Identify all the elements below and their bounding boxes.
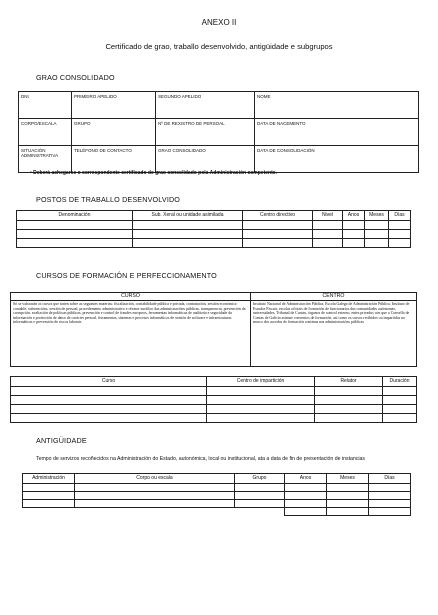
cursos-detail-table <box>10 376 417 423</box>
grao-cell-first-surname[interactable]: PRIMEIRO APELIDO <box>72 92 156 119</box>
col-anos: Anos <box>343 211 365 221</box>
totals-row <box>23 508 411 516</box>
col-dias: Días <box>389 211 411 221</box>
grao-heading: GRAO CONSOLIDADO <box>36 73 115 82</box>
grao-row <box>19 119 419 146</box>
grao-cell-registry[interactable]: Nº DE REXISTRO DE PERSOAL <box>156 119 255 146</box>
col-meses: Meses <box>365 211 389 221</box>
col-ant-anos: Anos <box>285 474 327 484</box>
grao-cell-consolidation-date[interactable]: DATA DE CONSOLIDACIÓN <box>255 146 419 173</box>
table-row <box>23 500 411 508</box>
col-centro-directivo: Centro directivo <box>243 211 313 221</box>
table-row <box>11 414 417 423</box>
grao-cell-name[interactable]: NOME <box>255 92 419 119</box>
table-row <box>23 484 411 492</box>
postos-heading: POSTOS DE TRABALLO DESENVOLVIDO <box>36 195 181 204</box>
table-row <box>11 396 417 405</box>
postos-table <box>16 210 411 248</box>
centro-text: Instituto Nacional de Administración Pública, Escola Galega de Administración Pública, Instituto de Estudos Fiscais, escolas oficiais de formación de funcionarios das comunidades autónomas, universidades, Tribunal de Contas, órganos de control externo, entes privados con que o Consello de Contas de Galicia asinase convenios de formación, así como os cursos recibidos ou impartidos no marco dos acordos de formación continua nas administracións públicas <box>251 301 417 367</box>
cursos-heading: CURSOS DE FORMACIÓN E PERFECCIONAMENTO <box>36 271 217 280</box>
grao-note: • Deberá achegarse o correspondente certificado de grao consolidado pola Administración competente. <box>30 170 277 176</box>
grao-cell-situation[interactable]: SITUACIÓN ADMINISTRATIVA <box>19 146 72 173</box>
cursos-header-row <box>11 293 417 301</box>
postos-header-row <box>17 211 411 221</box>
cursos-content-row <box>11 301 417 367</box>
grao-cell-group[interactable]: GRUPO <box>72 119 156 146</box>
col-duracion: Duración <box>383 377 417 387</box>
cursos-table <box>10 292 417 367</box>
table-row <box>23 492 411 500</box>
grao-cell-phone[interactable]: TELÉFONO DE CONTACTO <box>72 146 156 173</box>
col-curso: CURSO <box>11 293 251 301</box>
cursos-detail-header-row <box>11 377 417 387</box>
grao-cell-second-surname[interactable]: SEGUNDO APELIDO <box>156 92 255 119</box>
antiguidade-header-row <box>23 474 411 484</box>
grao-cell-grade[interactable]: GRAO CONSOLIDADO <box>156 146 255 173</box>
grao-cell-birthdate[interactable]: DATA DE NACEMENTO <box>255 119 419 146</box>
col-curso-name: Curso <box>11 377 207 387</box>
grao-row <box>19 146 419 173</box>
antiguidade-table <box>22 473 411 516</box>
col-subxeral: Sub. Xeral ou unidade asimilada <box>133 211 243 221</box>
table-row <box>11 405 417 414</box>
grao-cell-dni[interactable]: DNI <box>19 92 72 119</box>
col-ant-dias: Días <box>369 474 411 484</box>
col-corpo-escala: Corpo ou escala <box>75 474 235 484</box>
curso-text: Só se valorarán os cursos que traten sobre as seguintes materias: fiscalización, contabilidade pública e privada, contratación, xestión económica contable, subvencións, xestión de persoal, procedemento administrativo e réxime xurídico das administracións públicas, transparencia, prevención da corrupción, avaliación de políticas públicas, prevención e control de fraudes europeos, ferramentas informáticas de auditoría e seguridade da información e protección de datos de carácter persoal, ferramentas, sistemas e procesos informáticos de xestión de software e infraestruturas informáticas e prevención de riscos laborais <box>11 301 251 367</box>
col-denominacion: Denominación <box>17 211 133 221</box>
col-grupo: Grupo <box>235 474 285 484</box>
table-row <box>11 387 417 396</box>
grao-row <box>19 92 419 119</box>
grao-cell-corps[interactable]: CORPO/ESCALA <box>19 119 72 146</box>
col-centro: CENTRO <box>251 293 417 301</box>
antiguidade-text: Tempo de servizos recoñecidos na Administración do Estado, autonómica, local ou institucional, ata a data de fin de presentación de instancias <box>36 456 366 462</box>
table-row <box>17 239 411 248</box>
col-centro-imparticion: Centro de impartición <box>207 377 315 387</box>
table-row <box>17 230 411 239</box>
col-ant-meses: Meses <box>327 474 369 484</box>
col-administracion: Administración <box>23 474 75 484</box>
table-row <box>17 221 411 230</box>
antiguidade-heading: ANTIGÜIDADE <box>36 436 87 445</box>
annex-label: ANEXO II <box>201 18 237 27</box>
col-relator: Relator <box>315 377 383 387</box>
grao-table <box>18 91 419 173</box>
document-title: Certificado de grao, traballo desenvolvido, antigüidade e subgrupos <box>105 42 333 51</box>
col-nivel: Nivel <box>313 211 343 221</box>
